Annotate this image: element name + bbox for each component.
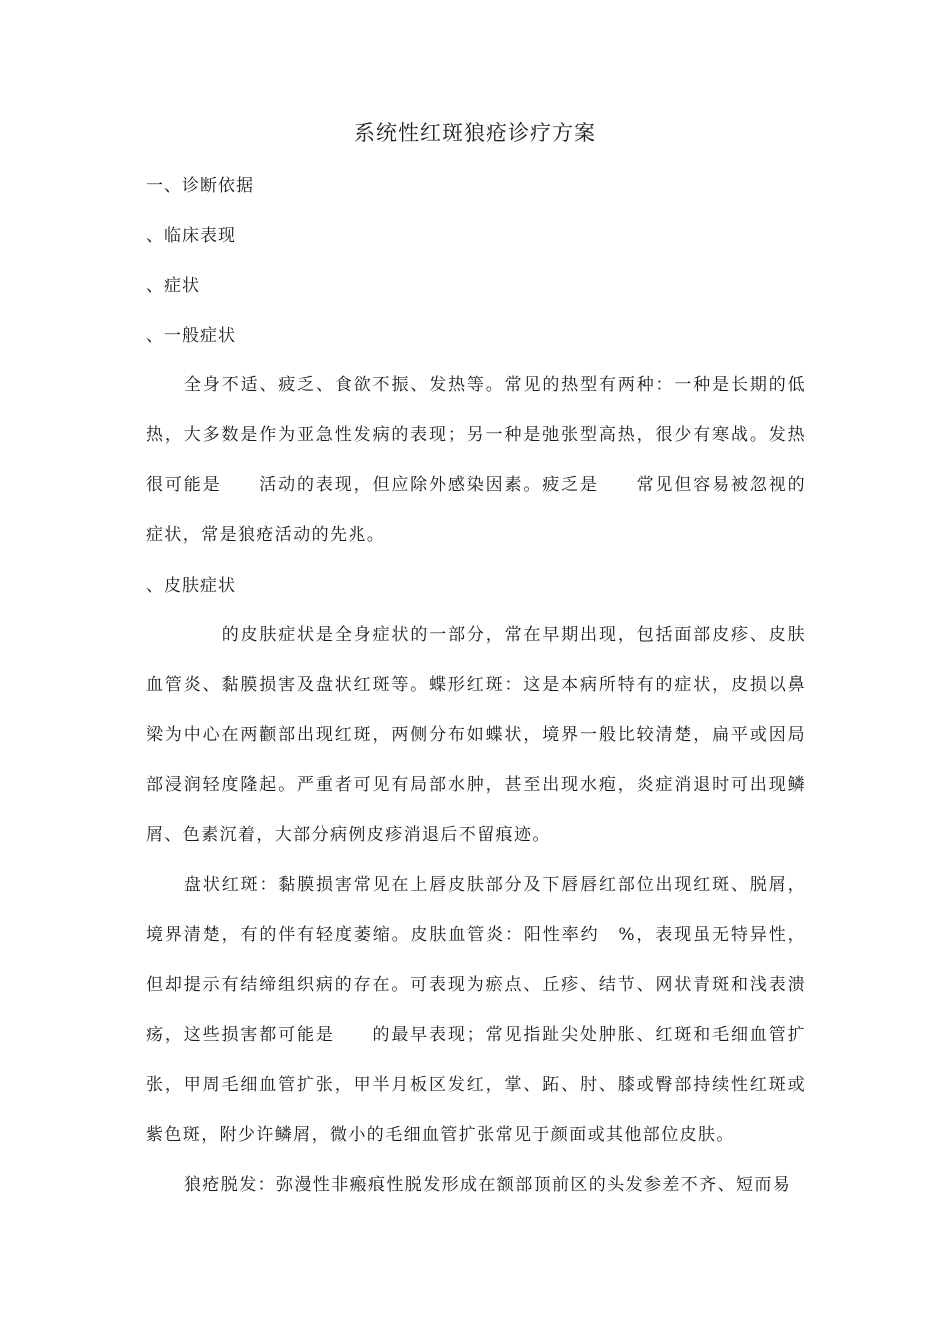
paragraph-general-symptoms: 全身不适、疲乏、食欲不振、发热等。常见的热型有两种：一种是长期的低热，大多数是作为亚急性发病的表现；另一种是弛张型高热，很少有寒战。发热很可能是 活动的表现，但应除外感染因素。疲乏是 常见但容易被忽视的症状，常是狼疮活动的先兆。 [146,375,806,545]
subsection-heading-clinical-manifestations: 、临床表现 [146,226,236,246]
subsection-heading-symptoms: 、症状 [146,276,200,296]
subsection-heading-skin-symptoms: 、皮肤症状 [146,576,236,596]
paragraph-lupus-alopecia: 狼疮脱发：弥漫性非瘢痕性脱发形成在额部顶前区的头发参差不齐、短而易 [184,1175,792,1195]
document-title: 系统性红斑狼疮诊疗方案 [354,121,596,145]
paragraph-discoid-lupus: 盘状红斑：黏膜损害常见在上唇皮肤部分及下唇唇红部位出现红斑、脱屑，境界清楚，有的伴有轻度萎缩。皮肤血管炎：阳性率约 %，表现虽无特异性，但却提示有结缔组织病的存在。可表现为瘀点、丘疹、结节、网状青斑和浅表溃疡，这些损害都可能是 的最早表现；常见指趾尖处肿胀、红斑和毛细血管扩张，甲周毛细血管扩张，甲半月板区发红，掌、跖、肘、膝或臀部持续性红斑或紫色斑，附少许鳞屑，微小的毛细血管扩张常见于颜面或其他部位皮肤。 [146,875,806,1145]
paragraph-skin-symptoms: 的皮肤症状是全身症状的一部分，常在早期出现，包括面部皮疹、皮肤血管炎、黏膜损害及盘状红斑等。蝶形红斑：这是本病所特有的症状，皮损以鼻梁为中心在两颧部出现红斑，两侧分布如蝶状，境界一般比较清楚，扁平或因局部浸润轻度隆起。严重者可见有局部水肿，甚至出现水疱，炎症消退时可出现鳞屑、色素沉着，大部分病例皮疹消退后不留痕迹。 [146,625,806,845]
subsection-heading-general-symptoms: 、一般症状 [146,326,236,346]
section-heading-diagnostic-basis: 一、诊断依据 [146,176,254,196]
